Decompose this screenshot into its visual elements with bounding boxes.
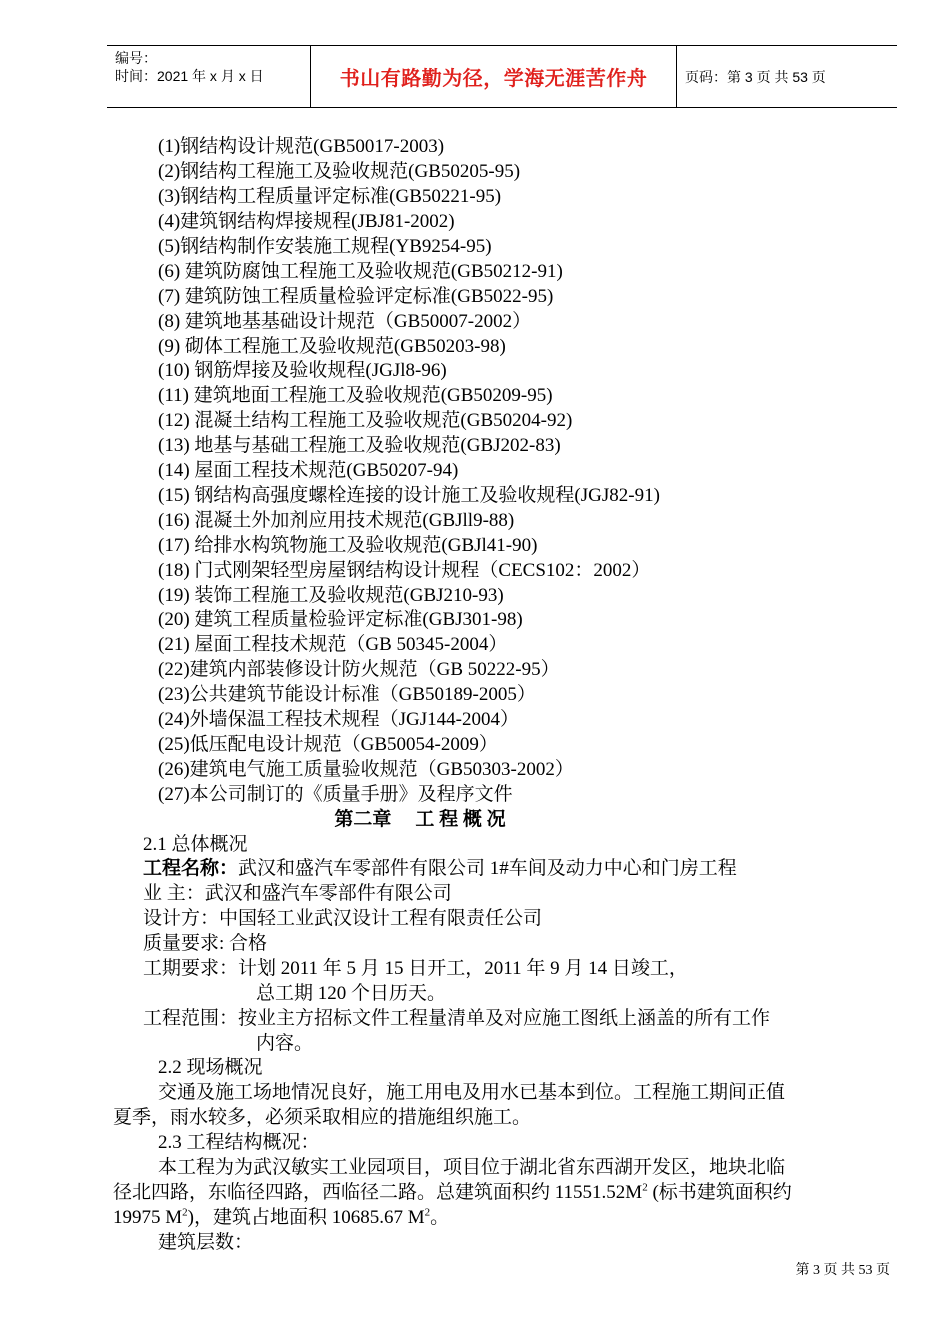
standard-item: (18) 门式刚架轻型房屋钢结构设计规程（CECS102：2002） xyxy=(158,560,651,581)
standard-item: (2)钢结构工程施工及验收规范(GB50205-95) xyxy=(158,161,521,182)
standard-item: (8) 建筑地基基础设计规范（GB50007-2002） xyxy=(158,311,532,332)
standard-item: (24)外墙保温工程技术规程（JGJ144-2004） xyxy=(158,709,519,730)
standard-item: (10) 钢筋焊接及验收规程(JGJl8-96) xyxy=(158,360,447,381)
header-motto-cell xyxy=(311,46,677,107)
structure-text: 径北四路，东临径四路，西临径二路。总建筑面积约 11551.52M xyxy=(113,1182,643,1203)
standard-item: (7) 建筑防蚀工程质量检验评定标准(GB5022-95) xyxy=(158,286,554,307)
standard-item: (5)钢结构制作安装施工规程(YB9254-95) xyxy=(158,236,492,257)
standard-item: (4)建筑钢结构焊接规程(JBJ81-2002) xyxy=(158,211,455,232)
scope-line-1: 工程范围：按业主方招标文件工程量清单及对应施工图纸上涵盖的所有工作 xyxy=(143,1008,771,1029)
structure-text: (标书建筑面积约 xyxy=(647,1182,792,1203)
site-paragraph-line-2: 夏季，雨水较多，必须采取相应的措施组织施工。 xyxy=(113,1107,532,1128)
standard-item: (25)低压配电设计规范（GB50054-2009） xyxy=(158,734,498,755)
header-page-cell xyxy=(677,46,897,107)
standard-item: (12) 混凝土结构工程施工及验收规范(GB50204-92) xyxy=(158,410,573,431)
structure-paragraph-line-3 xyxy=(113,1206,449,1230)
quality-line: 质量要求: 合格 xyxy=(143,933,268,954)
section-title-site: 2.2 现场概况 xyxy=(158,1057,263,1078)
schedule-line-1: 工期要求：计划 2011 年 5 月 15 日开工，2011 年 9 月 14 日竣工， xyxy=(143,958,688,979)
superscript: 2 xyxy=(182,1206,188,1219)
standard-item: (21) 屋面工程技术规范（GB 50345-2004） xyxy=(158,634,508,655)
project-name-value: 武汉和盛汽车零部件有限公司 1#车间及动力中心和门房工程 xyxy=(238,858,737,879)
standard-item: (1)钢结构设计规范(GB50017-2003) xyxy=(158,136,445,157)
standard-item: (19) 装饰工程施工及验收规范(GBJ210-93) xyxy=(158,585,504,606)
site-paragraph-line-1: 交通及施工场地情况良好，施工用电及用水已基本到位。工程施工期间正值 xyxy=(158,1082,786,1103)
structure-text: 19975 M xyxy=(113,1207,183,1228)
standard-item: (15) 钢结构高强度螺栓连接的设计施工及验收规程(JGJ82-91) xyxy=(158,485,660,506)
superscript: 2 xyxy=(642,1181,648,1194)
section-title-overview: 2.1 总体概况 xyxy=(143,834,248,855)
header-time: 时间：2021 年 x 月 x 日 xyxy=(115,68,264,84)
designer-line: 设计方：中国轻工业武汉设计工程有限责任公司 xyxy=(143,908,543,929)
header-page-info: 页码：第 3 页 共 53 页 xyxy=(685,68,826,85)
standard-item: (22)建筑内部装修设计防火规范（GB 50222-95） xyxy=(158,659,560,680)
project-name-line xyxy=(143,857,737,881)
building-floors-line: 建筑层数： xyxy=(158,1232,254,1253)
standard-item: (3)钢结构工程质量评定标准(GB50221-95) xyxy=(158,186,502,207)
standard-item: (17) 给排水构筑物施工及验收规范(GBJl41-90) xyxy=(158,535,538,556)
standard-item: (13) 地基与基础工程施工及验收规范(GBJ202-83) xyxy=(158,435,561,456)
structure-paragraph-line-1: 本工程为为武汉敏实工业园项目，项目位于湖北省东西湖开发区，地块北临 xyxy=(158,1157,786,1178)
page-footer: 第 3 页 共 53 页 xyxy=(795,1263,890,1278)
structure-text: )，建筑占地面积 10685.67 M xyxy=(187,1207,425,1228)
header-number: 编号： xyxy=(115,50,157,66)
page-header xyxy=(107,45,897,108)
chapter-heading xyxy=(0,808,840,832)
chapter-title: 工 程 概 况 xyxy=(415,809,506,830)
owner-line: 业 主：武汉和盛汽车零部件有限公司 xyxy=(143,883,452,904)
chapter-number: 第二章 xyxy=(334,809,392,830)
standard-item: (23)公共建筑节能设计标准（GB50189-2005） xyxy=(158,684,536,705)
schedule-line-2: 总工期 120 个日历天。 xyxy=(256,983,447,1004)
superscript: 2 xyxy=(424,1206,431,1219)
standard-item: (9) 砌体工程施工及验收规范(GB50203-98) xyxy=(158,336,506,357)
structure-text: 。 xyxy=(430,1207,450,1228)
scope-line-2: 内容。 xyxy=(256,1033,314,1054)
section-title-structure: 2.3 工程结构概况： xyxy=(158,1132,320,1153)
standard-item: (6) 建筑防腐蚀工程施工及验收规范(GB50212-91) xyxy=(158,261,563,282)
header-motto: 书山有路勤为径，学海无涯苦作舟 xyxy=(339,66,648,90)
standard-item: (11) 建筑地面工程施工及验收规范(GB50209-95) xyxy=(158,385,553,406)
standard-item: (26)建筑电气施工质量验收规范（GB50303-2002） xyxy=(158,759,574,780)
standard-item: (14) 屋面工程技术规范(GB50207-94) xyxy=(158,460,459,481)
project-name-label: 工程名称： xyxy=(143,858,239,879)
standard-item: (16) 混凝土外加剂应用技术规范(GBJll9-88) xyxy=(158,510,515,531)
header-left-cell xyxy=(107,46,311,107)
structure-paragraph-line-2 xyxy=(113,1181,792,1205)
standard-item: (27)本公司制订的《质量手册》及程序文件 xyxy=(158,784,513,805)
standard-item: (20) 建筑工程质量检验评定标准(GBJ301-98) xyxy=(158,609,523,630)
